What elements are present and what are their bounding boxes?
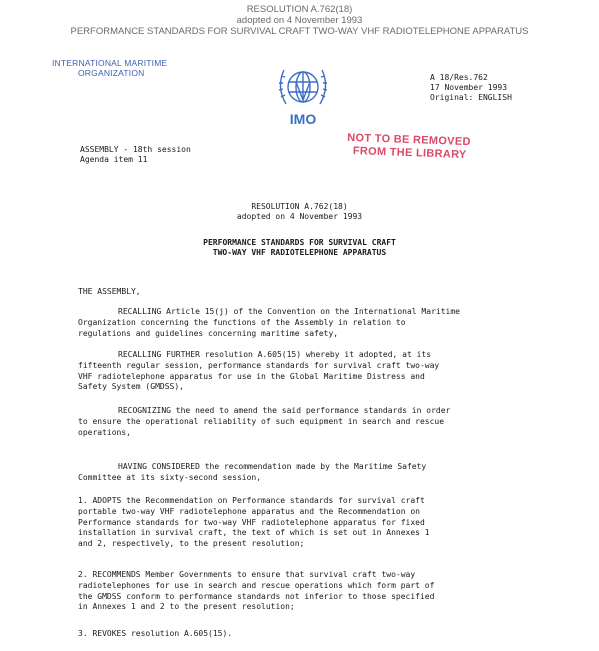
organization-line-1: INTERNATIONAL MARITIME xyxy=(52,58,168,68)
paragraph-line: HAVING CONSIDERED the recommendation made by the Maritime Safety xyxy=(118,462,427,471)
paragraph-line: the GMDSS conform to performance standards not inferior to those specified xyxy=(78,591,435,601)
paragraph-line: VHF radiotelephone apparatus for use in the Global Maritime Distress and xyxy=(78,371,425,381)
paragraph-line: Committee at its sixty-second session, xyxy=(78,472,262,482)
subject-line-1: PERFORMANCE STANDARDS FOR SURVIVAL CRAFT xyxy=(203,238,396,247)
paragraph-line: in Annexes 1 and 2 to the present resolution; xyxy=(78,602,295,612)
paragraph-line: RECALLING Article 15(j) of the Convention on the International Maritime xyxy=(118,307,460,316)
paragraph-recognizing xyxy=(78,406,558,438)
operative-paragraph-2 xyxy=(78,570,558,613)
operative-paragraph-3 xyxy=(78,629,558,640)
document-date: 17 November 1993 xyxy=(430,83,508,92)
resolution-title: RESOLUTION A.762(18) xyxy=(251,202,348,211)
assembly-session: ASSEMBLY - 18th session xyxy=(80,145,191,154)
library-stamp xyxy=(347,132,471,162)
paragraph-recalling-further xyxy=(78,350,558,393)
document-reference xyxy=(430,73,512,103)
document-number: A 18/Res.762 xyxy=(430,73,488,82)
opening-line: THE ASSEMBLY, xyxy=(78,287,141,296)
paragraph-line: 3. REVOKES resolution A.605(15). xyxy=(78,629,233,638)
paragraph-line: Performance standards for two-way VHF radiotelephone apparatus for fixed xyxy=(78,517,425,527)
header-adopted: adopted on 4 November 1993 xyxy=(236,15,363,26)
stamp-line-2: FROM THE LIBRARY xyxy=(352,145,467,162)
assembly-info xyxy=(80,145,191,165)
organization-line-2: ORGANIZATION xyxy=(78,68,145,78)
paragraph-recalling xyxy=(78,307,558,339)
paragraph-line: RECALLING FURTHER resolution A.605(15) whereby it adopted, at its xyxy=(118,350,432,359)
subject-line-2: TWO-WAY VHF RADIOTELEPHONE APPARATUS xyxy=(212,248,387,257)
organization-name xyxy=(52,58,167,78)
paragraph-line: radiotelephones for use in search and rescue operations which form part of xyxy=(78,580,435,590)
paragraph-line: regulations and guidelines concerning maritime safety, xyxy=(78,328,339,338)
paragraph-line: operations, xyxy=(78,427,131,437)
paragraph-line: to ensure the operational reliability of such equipment in search and rescue xyxy=(78,416,445,426)
stamp-line-1: NOT TO BE REMOVED xyxy=(347,131,471,149)
header-title: RESOLUTION A.762(18) xyxy=(246,4,353,15)
paragraph-line: Organization concerning the functions of the Assembly in relation to xyxy=(78,317,406,327)
paragraph-line: and 2, respectively, to the present resolution; xyxy=(78,539,305,549)
header-subject: PERFORMANCE STANDARDS FOR SURVIVAL CRAFT TWO-WAY VHF RADIOTELEPHONE APPARATUS xyxy=(70,26,529,37)
paragraph-line: RECOGNIZING the need to amend the said performance standards in order xyxy=(118,406,451,415)
paragraph-line: portable two-way VHF radiotelephone apparatus and the Recommendation on xyxy=(78,506,420,516)
paragraph-line: 2. RECOMMENDS Member Governments to ensure that survival craft two-way xyxy=(78,570,416,579)
paragraph-having-considered xyxy=(78,462,558,484)
logo-text: IMO xyxy=(289,111,317,127)
paragraph-line: fifteenth regular session, performance standards for survival craft two-way xyxy=(78,360,440,370)
operative-paragraph-1 xyxy=(78,496,558,550)
resolution-adopted: adopted on 4 November 1993 xyxy=(236,212,363,221)
imo-emblem-icon xyxy=(270,60,336,128)
paragraph-line: installation in survival craft, the text of which is set out in Annexes 1 xyxy=(78,528,430,538)
agenda-item: Agenda item 11 xyxy=(80,155,148,164)
paragraph-line: Safety System (GMDSS), xyxy=(78,382,184,392)
document-original-language: Original: ENGLISH xyxy=(430,93,512,102)
paragraph-line: 1. ADOPTS the Recommendation on Performance standards for survival craft xyxy=(78,496,425,505)
